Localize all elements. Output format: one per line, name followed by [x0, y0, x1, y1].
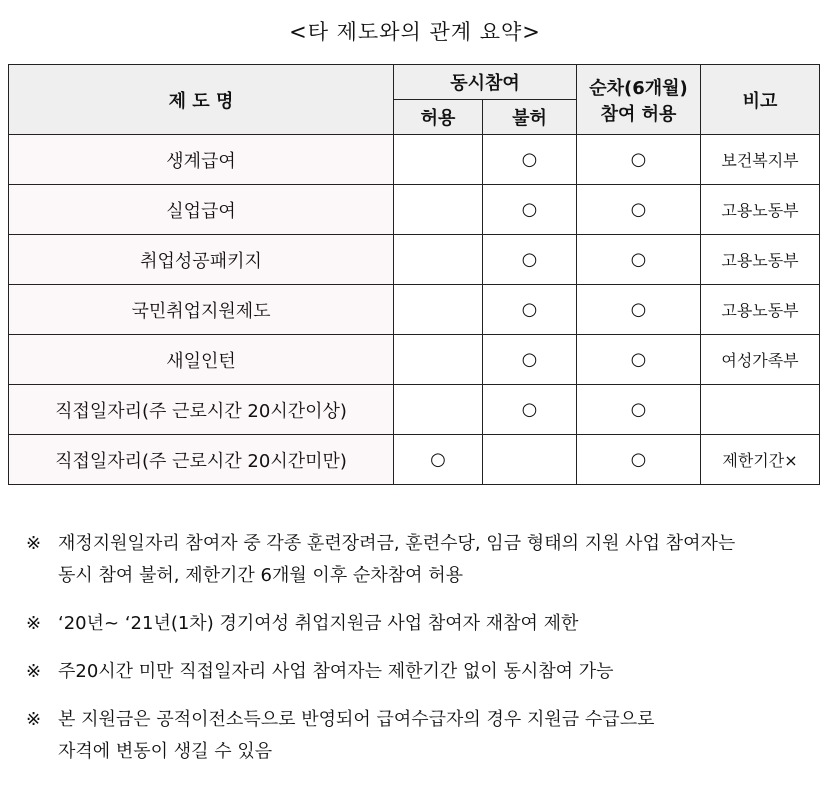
row-disallow: ○	[483, 285, 577, 335]
header-disallow: 불허	[483, 100, 577, 135]
note-item	[26, 528, 826, 592]
note-item	[26, 656, 826, 688]
row-name: 실업급여	[9, 185, 394, 235]
table-row	[9, 435, 820, 485]
table-row	[9, 235, 820, 285]
note-line: 재정지원일자리 참여자 중 각종 훈련장려금, 훈련수당, 임금 형태의 지원 사업 참여자는	[58, 533, 736, 554]
row-name: 국민취업지원제도	[9, 285, 394, 335]
header-remark: 비고	[701, 65, 820, 135]
row-remark: 제한기간×	[701, 435, 820, 485]
row-sequential: ○	[577, 385, 701, 435]
row-allow	[394, 235, 483, 285]
row-name: 새일인턴	[9, 335, 394, 385]
header-sequential-line1: 순차(6개월)	[589, 77, 688, 99]
row-allow	[394, 385, 483, 435]
table-row	[9, 185, 820, 235]
note-line: 자격에 변동이 생길 수 있음	[58, 741, 273, 762]
note-line: 주20시간 미만 직접일자리 사업 참여자는 제한기간 없이 동시참여 가능	[58, 661, 614, 682]
header-allow: 허용	[394, 100, 483, 135]
header-system-name: 제 도 명	[9, 65, 394, 135]
row-remark: 고용노동부	[701, 285, 820, 335]
relationship-table	[8, 64, 820, 485]
row-disallow	[483, 435, 577, 485]
table-row	[9, 285, 820, 335]
row-name: 취업성공패키지	[9, 235, 394, 285]
note-item	[26, 608, 826, 640]
table-row	[9, 335, 820, 385]
header-sequential-line2: 참여 허용	[600, 103, 677, 125]
row-sequential: ○	[577, 135, 701, 185]
note-line: 동시 참여 불허, 제한기간 6개월 이후 순차참여 허용	[58, 565, 463, 586]
reference-mark-icon: ※	[26, 661, 42, 682]
row-allow	[394, 285, 483, 335]
row-sequential: ○	[577, 335, 701, 385]
row-disallow: ○	[483, 185, 577, 235]
reference-mark-icon: ※	[26, 533, 42, 554]
header-simultaneous: 동시참여	[394, 65, 577, 100]
row-disallow: ○	[483, 135, 577, 185]
row-remark	[701, 385, 820, 435]
row-disallow: ○	[483, 385, 577, 435]
note-item	[26, 704, 826, 768]
row-sequential: ○	[577, 185, 701, 235]
row-name: 생계급여	[9, 135, 394, 185]
row-sequential: ○	[577, 285, 701, 335]
row-allow	[394, 135, 483, 185]
reference-mark-icon: ※	[26, 709, 42, 730]
table-row	[9, 135, 820, 185]
row-sequential: ○	[577, 435, 701, 485]
page-title: <타 제도와의 관계 요약>	[289, 20, 541, 44]
row-remark: 고용노동부	[701, 185, 820, 235]
table-row	[9, 385, 820, 435]
row-disallow: ○	[483, 235, 577, 285]
header-sequential	[577, 65, 701, 135]
row-allow	[394, 335, 483, 385]
row-sequential: ○	[577, 235, 701, 285]
row-disallow: ○	[483, 335, 577, 385]
note-line: ‘20년~ ‘21년(1차) 경기여성 취업지원금 사업 참여자 재참여 제한	[58, 613, 579, 634]
row-name: 직접일자리(주 근로시간 20시간이상)	[9, 385, 394, 435]
row-name: 직접일자리(주 근로시간 20시간미만)	[9, 435, 394, 485]
note-line: 본 지원금은 공적이전소득으로 반영되어 급여수급자의 경우 지원금 수급으로	[58, 709, 655, 730]
row-remark: 보건복지부	[701, 135, 820, 185]
row-remark: 고용노동부	[701, 235, 820, 285]
notes-section	[26, 528, 826, 784]
row-allow: ○	[394, 435, 483, 485]
reference-mark-icon: ※	[26, 613, 42, 634]
row-remark: 여성가족부	[701, 335, 820, 385]
row-allow	[394, 185, 483, 235]
